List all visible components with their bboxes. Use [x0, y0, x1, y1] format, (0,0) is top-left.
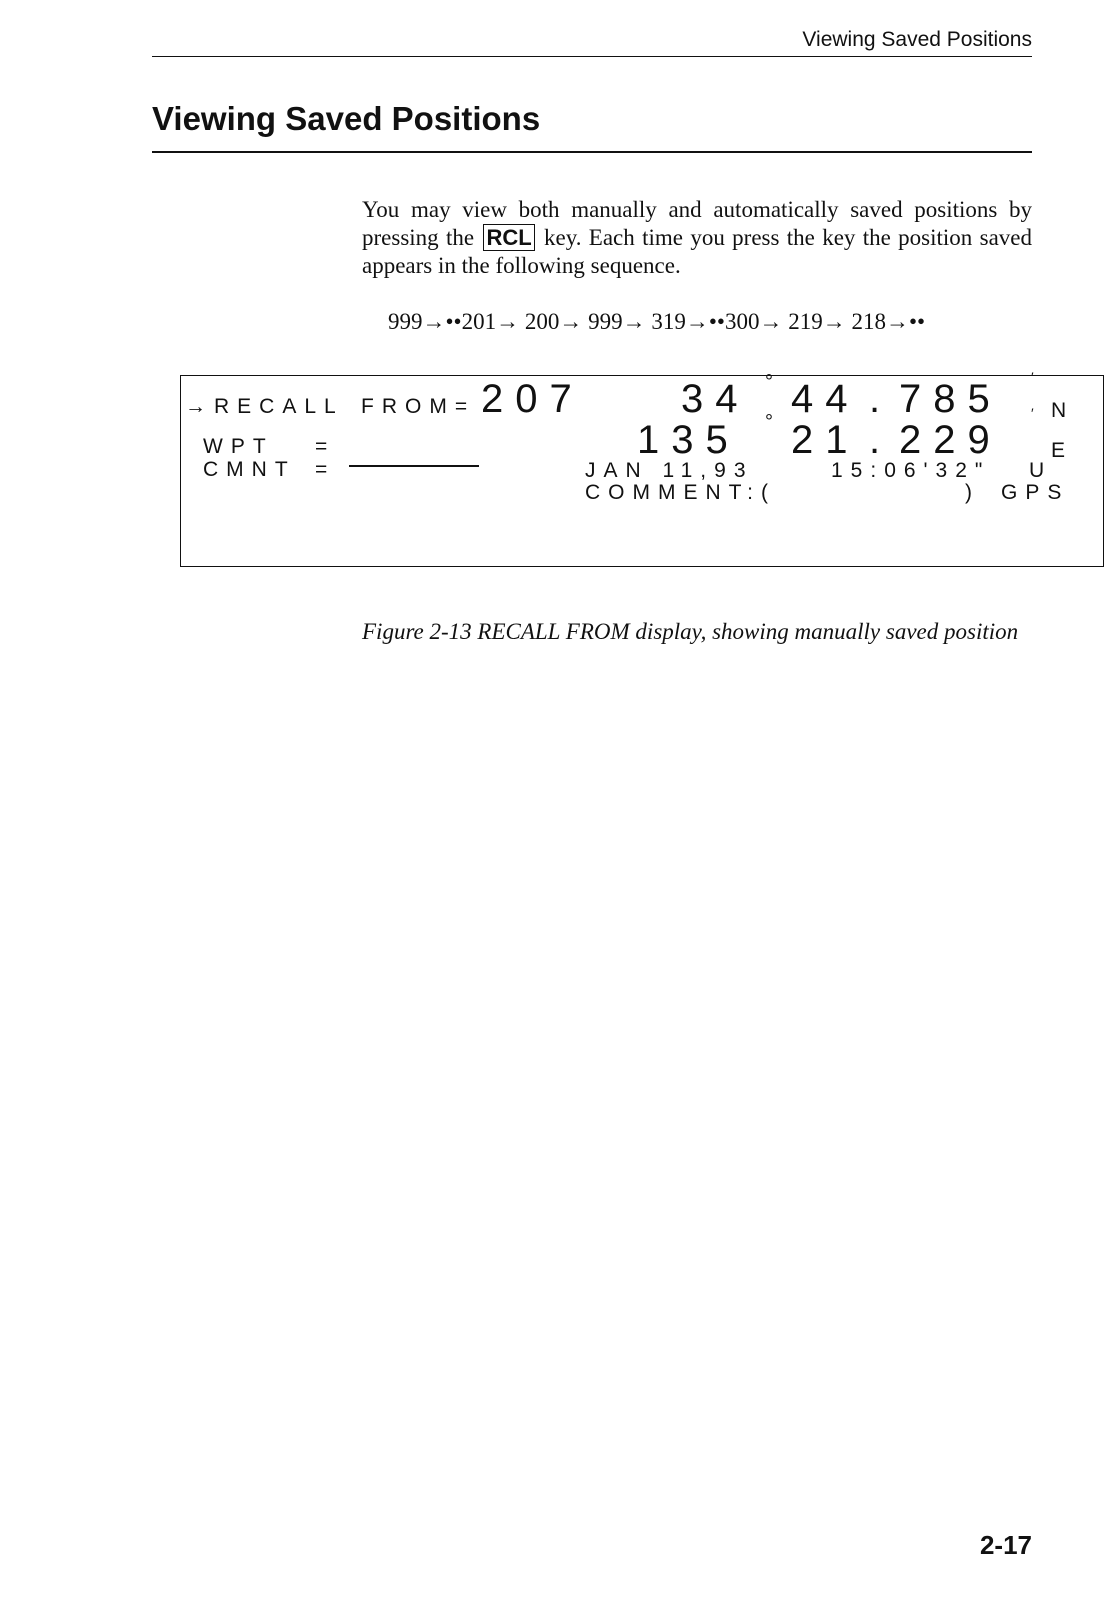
- comment-label: COMMENT:(: [585, 481, 776, 504]
- body-text-after-key: key. Each time you press the key the position saved appears in the following sequence.: [362, 225, 1032, 278]
- longitude-hemisphere: E: [1051, 439, 1066, 462]
- minute-symbol-icon: ′: [1031, 405, 1034, 421]
- from-label: FROM=: [361, 395, 476, 418]
- comment-close: ): [965, 481, 980, 504]
- cmnt-label: CMNT: [203, 458, 296, 481]
- save-sequence: 999→••201→ 200→ 999→ 319→••300→ 219→ 218→••: [388, 309, 926, 334]
- latitude-minutes-decimal: 785: [899, 377, 1002, 421]
- longitude-decimal-point: .: [869, 418, 893, 462]
- wpt-label: WPT: [203, 435, 274, 458]
- wpt-input-field: [349, 465, 479, 467]
- cmnt-equals: =: [315, 458, 336, 481]
- latitude-minutes: 44: [791, 377, 860, 421]
- body-paragraph: [362, 196, 1032, 280]
- latitude-hemisphere: N: [1051, 399, 1067, 422]
- figure-caption: Figure 2-13 RECALL FROM display, showing manually saved position: [362, 619, 1019, 644]
- position-source: GPS: [1001, 481, 1070, 504]
- fix-date: JAN 11,93: [585, 459, 754, 482]
- longitude-degrees: 135: [637, 418, 740, 462]
- degree-symbol-icon: °: [765, 411, 773, 433]
- latitude-degrees: 34: [681, 377, 750, 421]
- recall-label: →RECALL: [185, 395, 344, 418]
- degree-symbol-icon: °: [765, 371, 773, 393]
- longitude-minutes: 21: [791, 418, 860, 462]
- wpt-equals: =: [315, 435, 336, 458]
- header-rule: [152, 56, 1032, 57]
- section-title: Viewing Saved Positions: [152, 100, 541, 137]
- longitude-minutes-decimal: 229: [899, 418, 1002, 462]
- page-number: 2-17: [979, 1530, 1032, 1560]
- body-text-before-key: You may view both manually and automatically saved positions by pressing the: [362, 197, 1032, 250]
- time-suffix: U: [1029, 459, 1053, 482]
- from-value: 207: [481, 377, 584, 421]
- minute-symbol-icon: ′: [1031, 369, 1034, 385]
- title-rule: [152, 151, 1032, 153]
- latitude-decimal-point: .: [869, 377, 893, 421]
- fix-time: 15:06'32": [831, 459, 991, 482]
- recall-from-display: [180, 369, 1104, 567]
- running-header: Viewing Saved Positions: [802, 28, 1032, 51]
- rcl-key-label: RCL: [483, 224, 534, 251]
